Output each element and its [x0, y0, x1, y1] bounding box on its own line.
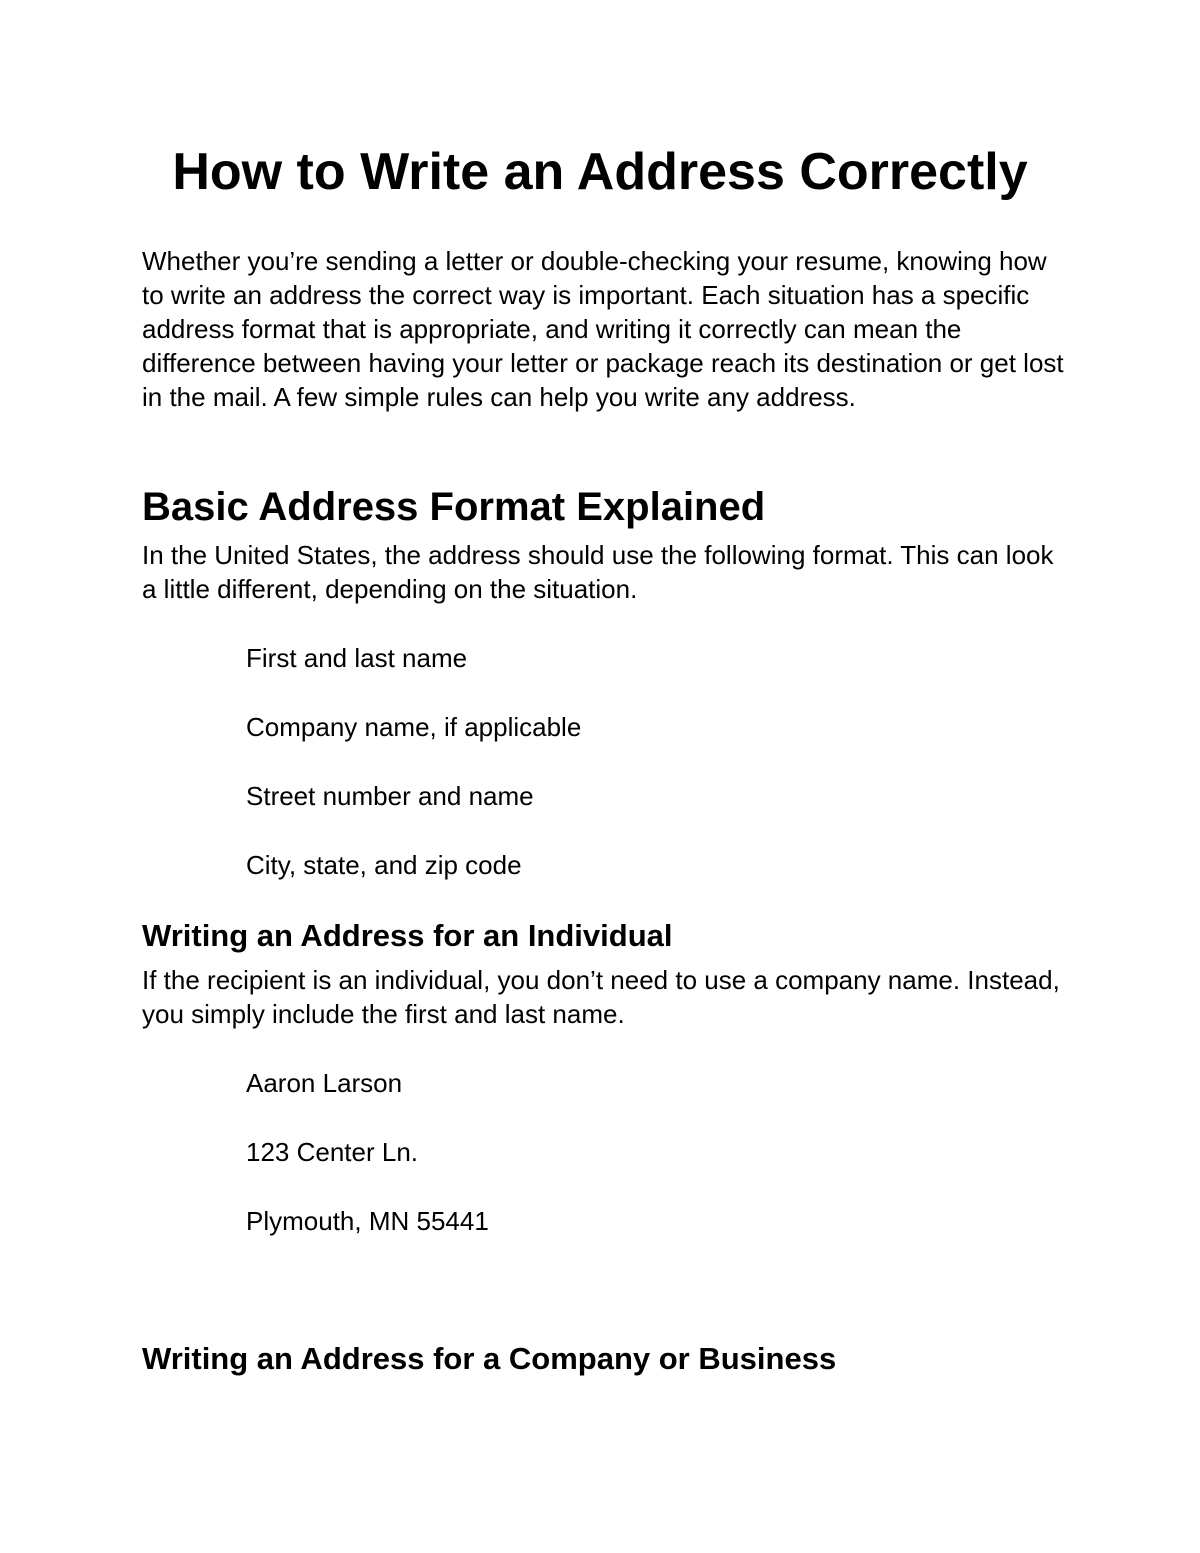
section-heading-company: Writing an Address for a Company or Business	[142, 1341, 837, 1376]
section-heading-basic-format: Basic Address Format Explained	[142, 485, 766, 529]
example-line-city: Plymouth, MN 55441	[246, 1206, 489, 1236]
basic-format-paragraph: In the United States, the address should use the following format. This can look a little different, depending on the situation.	[142, 540, 1054, 604]
format-line-name: First and last name	[246, 643, 468, 673]
format-line-city: City, state, and zip code	[246, 850, 522, 880]
example-line-street: 123 Center Ln.	[246, 1137, 419, 1167]
page-title: How to Write an Address Correctly	[172, 143, 1028, 201]
format-line-company: Company name, if applicable	[246, 712, 582, 742]
intro-paragraph: Whether you’re sending a letter or double-checking your resume, knowing how to write an address the correct way is important. Each situation has a specific address format that is appropriate, and writing it correctly can mean the difference between having your letter or package reach its destination or get lost in the mail. A few simple rules can help you write any address.	[142, 246, 1064, 412]
section-heading-individual: Writing an Address for an Individual	[142, 918, 673, 953]
format-line-street: Street number and name	[246, 781, 534, 811]
individual-paragraph: If the recipient is an individual, you don’t need to use a company name. Instead, you simply include the first and last name.	[142, 965, 1060, 1029]
example-line-name: Aaron Larson	[246, 1068, 403, 1098]
